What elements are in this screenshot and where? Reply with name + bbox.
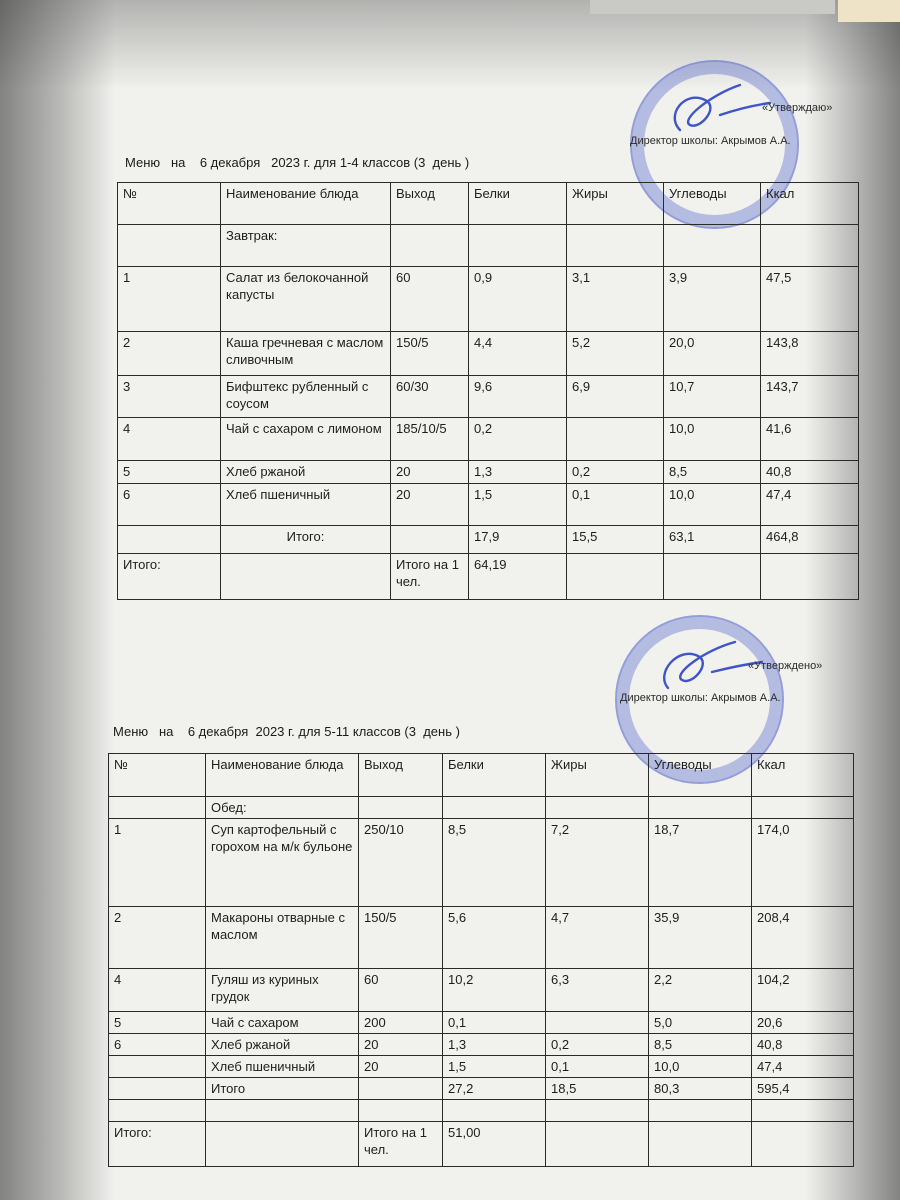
cell-carbs: 5,0 (649, 1012, 752, 1034)
subtotal-row (109, 1078, 854, 1100)
cell-output: 200 (359, 1012, 443, 1034)
per-person-label: Итого на 1 чел. (391, 554, 469, 600)
cell-kcal: 143,7 (761, 376, 859, 418)
cell-fat: 4,7 (546, 907, 649, 969)
subtotal-label: Итого: (221, 526, 391, 554)
table-row (118, 332, 859, 376)
cell-number: 1 (118, 267, 221, 332)
col-header: № (118, 183, 221, 225)
cell-protein: 0,1 (443, 1012, 546, 1034)
menu-caption-1: Меню на 6 декабря 2023 г. для 1-4 классов (3 день ) (125, 155, 470, 170)
cell-protein: 1,3 (469, 461, 567, 484)
subtotal-fat: 15,5 (567, 526, 664, 554)
cell-number: 2 (118, 332, 221, 376)
subtotal-kcal: 595,4 (752, 1078, 854, 1100)
cell-carbs: 8,5 (649, 1034, 752, 1056)
table-row (118, 461, 859, 484)
cell-protein: 0,2 (469, 418, 567, 461)
col-header: Выход (359, 754, 443, 797)
cell-output: 60 (359, 969, 443, 1012)
total-label: Итого: (118, 554, 221, 600)
cell-fat: 7,2 (546, 819, 649, 907)
cell-protein: 0,9 (469, 267, 567, 332)
table-row (109, 819, 854, 907)
approval-label-2: «Утверждено» (748, 660, 823, 672)
spacer-row (109, 1100, 854, 1122)
cell-protein: 1,5 (443, 1056, 546, 1078)
col-header: Наименование блюда (206, 754, 359, 797)
cell-carbs: 20,0 (664, 332, 761, 376)
subtotal-carbs: 80,3 (649, 1078, 752, 1100)
cell-number: 6 (118, 484, 221, 526)
cell-dish: Бифштекс рубленный с соусом (221, 376, 391, 418)
cell-number: 4 (118, 418, 221, 461)
cell-output: 60 (391, 267, 469, 332)
cell-protein: 9,6 (469, 376, 567, 418)
total-label: Итого: (109, 1122, 206, 1167)
cell-dish: Хлеб ржаной (206, 1034, 359, 1056)
cell-fat: 0,1 (567, 484, 664, 526)
cell-number: 4 (109, 969, 206, 1012)
cell-number: 1 (109, 819, 206, 907)
cell-output: 20 (391, 461, 469, 484)
cell-carbs: 10,0 (649, 1056, 752, 1078)
menu-table-1 (117, 182, 859, 600)
per-person-label: Итого на 1 чел. (359, 1122, 443, 1167)
table-row (109, 1012, 854, 1034)
approval-label-1: «Утверждаю» (762, 102, 833, 114)
table-row (109, 1034, 854, 1056)
cell-protein: 4,4 (469, 332, 567, 376)
subtotal-protein: 27,2 (443, 1078, 546, 1100)
cell-fat: 5,2 (567, 332, 664, 376)
subtotal-row (118, 526, 859, 554)
table-header (109, 754, 854, 797)
cell-protein: 8,5 (443, 819, 546, 907)
cell-protein: 5,6 (443, 907, 546, 969)
cell-number: 5 (118, 461, 221, 484)
cell-dish: Салат из белокочанной капусты (221, 267, 391, 332)
menu-table-2 (108, 753, 854, 1167)
table-row (118, 418, 859, 461)
cell-number: 2 (109, 907, 206, 969)
subtotal-kcal: 464,8 (761, 526, 859, 554)
meal-row (109, 797, 854, 819)
cell-dish: Гуляш из куриных грудок (206, 969, 359, 1012)
cell-carbs: 10,7 (664, 376, 761, 418)
cell-kcal: 41,6 (761, 418, 859, 461)
cell-kcal: 208,4 (752, 907, 854, 969)
cell-dish: Каша гречневая с маслом сливочным (221, 332, 391, 376)
cell-number: 6 (109, 1034, 206, 1056)
cell-kcal: 47,4 (761, 484, 859, 526)
total-value: 51,00 (443, 1122, 546, 1167)
subtotal-protein: 17,9 (469, 526, 567, 554)
table-row (109, 907, 854, 969)
cell-output: 20 (359, 1056, 443, 1078)
director-line-1: Директор школы: Акрымов А.А. (630, 135, 791, 147)
col-header: Ккал (752, 754, 854, 797)
cell-fat: 0,1 (546, 1056, 649, 1078)
cell-protein: 10,2 (443, 969, 546, 1012)
cell-fat (546, 1012, 649, 1034)
menu-caption-2: Меню на 6 декабря 2023 г. для 5-11 классов (3 день ) (113, 724, 460, 739)
col-header: Жиры (546, 754, 649, 797)
cell-carbs: 3,9 (664, 267, 761, 332)
col-header: № (109, 754, 206, 797)
cell-output: 60/30 (391, 376, 469, 418)
col-header: Углеводы (664, 183, 761, 225)
col-header: Углеводы (649, 754, 752, 797)
table-row (118, 267, 859, 332)
cell-carbs: 10,0 (664, 484, 761, 526)
col-header: Наименование блюда (221, 183, 391, 225)
cell-kcal: 20,6 (752, 1012, 854, 1034)
total-row (118, 554, 859, 600)
cell-number: 5 (109, 1012, 206, 1034)
col-header: Жиры (567, 183, 664, 225)
cell-dish: Хлеб пшеничный (221, 484, 391, 526)
col-header: Белки (443, 754, 546, 797)
cell-output: 185/10/5 (391, 418, 469, 461)
cell-output: 150/5 (359, 907, 443, 969)
table-row (118, 484, 859, 526)
cell-output: 20 (391, 484, 469, 526)
cell-carbs: 18,7 (649, 819, 752, 907)
cell-protein: 1,5 (469, 484, 567, 526)
cell-protein: 1,3 (443, 1034, 546, 1056)
cell-kcal: 47,4 (752, 1056, 854, 1078)
cell-fat: 0,2 (546, 1034, 649, 1056)
cell-fat (567, 418, 664, 461)
cell-fat: 6,3 (546, 969, 649, 1012)
table-row (118, 376, 859, 418)
cell-kcal: 40,8 (752, 1034, 854, 1056)
col-header: Белки (469, 183, 567, 225)
cell-dish: Макароны отварные с маслом (206, 907, 359, 969)
col-header: Выход (391, 183, 469, 225)
cell-dish: Хлеб ржаной (221, 461, 391, 484)
cell-kcal: 174,0 (752, 819, 854, 907)
cell-output: 250/10 (359, 819, 443, 907)
cell-dish: Суп картофельный с горохом на м/к бульоне (206, 819, 359, 907)
cell-kcal: 47,5 (761, 267, 859, 332)
cell-carbs: 10,0 (664, 418, 761, 461)
total-row (109, 1122, 854, 1167)
cell-number: 3 (118, 376, 221, 418)
cell-output: 20 (359, 1034, 443, 1056)
cell-dish: Чай с сахаром с лимоном (221, 418, 391, 461)
cell-carbs: 8,5 (664, 461, 761, 484)
table-row (109, 969, 854, 1012)
col-header: Ккал (761, 183, 859, 225)
director-line-2: Директор школы: Акрымов А.А. (620, 692, 781, 704)
cell-fat: 3,1 (567, 267, 664, 332)
cell-fat: 0,2 (567, 461, 664, 484)
meal-label: Обед: (206, 797, 359, 819)
subtotal-label: Итого (206, 1078, 359, 1100)
cell-dish: Хлеб пшеничный (206, 1056, 359, 1078)
cell-carbs: 2,2 (649, 969, 752, 1012)
meal-row (118, 225, 859, 267)
subtotal-carbs: 63,1 (664, 526, 761, 554)
meal-label: Завтрак: (221, 225, 391, 267)
cell-number (109, 1056, 206, 1078)
cell-fat: 6,9 (567, 376, 664, 418)
scan-edge (590, 0, 835, 14)
table-header (118, 183, 859, 225)
total-value: 64,19 (469, 554, 567, 600)
cell-kcal: 104,2 (752, 969, 854, 1012)
paper-corner (838, 0, 900, 22)
cell-output: 150/5 (391, 332, 469, 376)
cell-kcal: 40,8 (761, 461, 859, 484)
table-row (109, 1056, 854, 1078)
cell-carbs: 35,9 (649, 907, 752, 969)
cell-kcal: 143,8 (761, 332, 859, 376)
cell-dish: Чай с сахаром (206, 1012, 359, 1034)
subtotal-fat: 18,5 (546, 1078, 649, 1100)
